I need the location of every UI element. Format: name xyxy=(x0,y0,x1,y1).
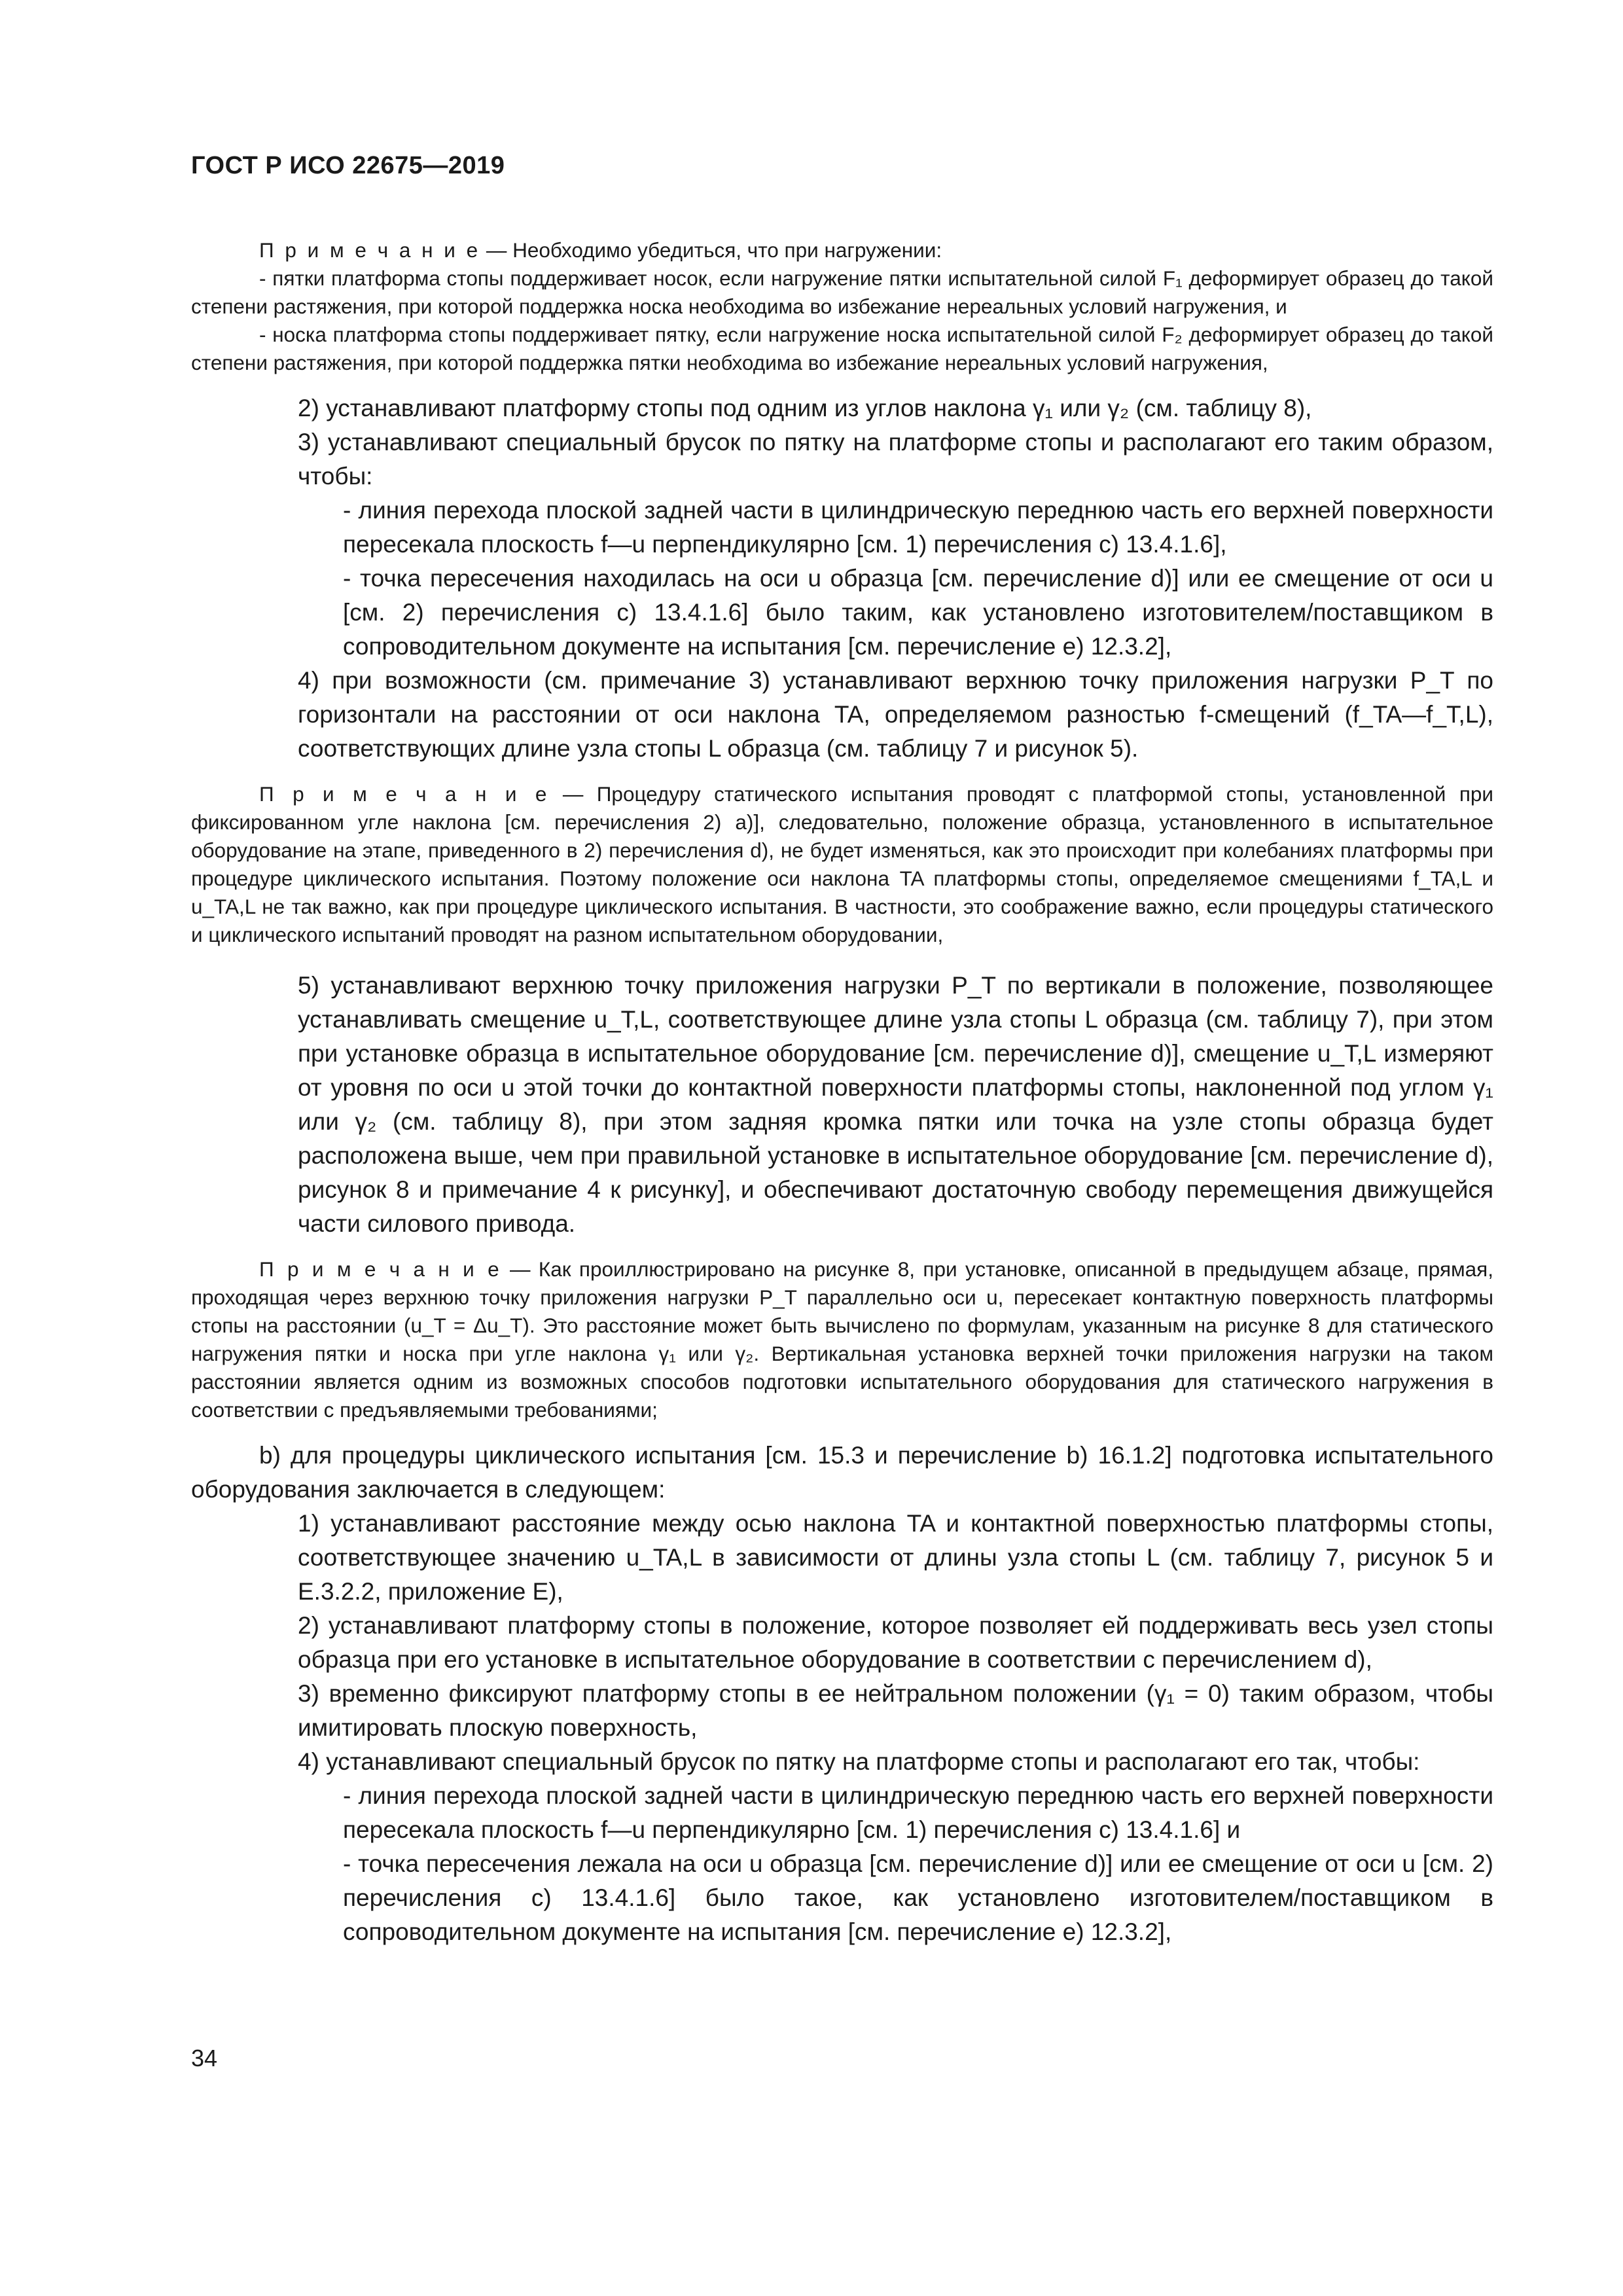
step-a4: 4) при возможности (см. примечание 3) устанавливают верхнюю точку приложения нагрузки P_T по горизонтали на расстоянии от оси наклона TA, определяемом разностью f-смещений (f_TA—f_T,L), соответствующих длине узла стопы L образца (см. таблицу 7 и рисунок 5). xyxy=(298,667,1493,762)
step-a5: 5) устанавливают верхнюю точку приложения нагрузки P_T по вертикали в положение, позволяющее устанавливать смещение u_T,L, соответствующее длине узла стопы L образца (см. таблицу 7), при этом при установке образца в испытательное оборудование [см. перечисление d)], смещение u_T,L измеряют от уровня по оси u этой точки до контактной поверхности платформы стопы, наклоненной под углом γ₁ или γ₂ (см. таблицу 8), при этом задняя кромка пятки или точка на узле стопы образца будет расположена выше, чем при правильной установке в испытательное оборудование [см. перечисление d), рисунок 8 и примечание 4 к рисунку], и обеспечивают достаточную свободу перемещения движущейся части силового привода. xyxy=(298,972,1493,1237)
step-b4: 4) устанавливают специальный брусок по пятку на платформе стопы и располагают его так, чтобы: xyxy=(298,1748,1420,1775)
step-a3-item-2: - точка пересечения находилась на оси u образца [см. перечисление d)] или ее смещение от оси u [см. 2) перечисления с) 13.4.1.6] было таким, как установлено изготовителем/поставщиком в сопроводительном документе на испытания [см. перечисление е) 12.3.2], xyxy=(343,565,1493,660)
note-3-text: — Как проиллюстрировано на рисунке 8, при установке, описанной в предыдущем абзаце, прямая, проходящая через верхнюю точку приложения нагрузки P_T параллельно оси u, пересекает контактную поверхность платформы стопы на расстоянии (u_T = Δu_T). Это расстояние может быть вычислено по формулам, указанным на рисунке 8 для статического нагружения пятки и носка при угле наклона γ₁ или γ₂. Вертикальная установка верхней точки приложения нагрузки на таком расстоянии является одним из возможных способов подготовки испытательного оборудования для статического нагружения в соответствии с предъявляемыми требованиями; xyxy=(191,1257,1493,1422)
document-page xyxy=(191,152,1493,1949)
section-b-intro: b) для процедуры циклического испытания [см. 15.3 и перечисление b) 16.1.2] подготовка испытательного оборудования заключается в следующем: xyxy=(191,1442,1493,1503)
step-a2: 2) устанавливают платформу стопы под одним из углов наклона γ₁ или γ₂ (см. таблицу 8), xyxy=(298,395,1312,422)
note-2 xyxy=(191,780,1493,949)
note-1-line-1: - пятки платформа стопы поддерживает носок, если нагружение пятки испытательной силой F₁ деформирует образец до такой степени растяжения, при которой поддержка носка необходима во избежание нереальных условий нагружения, и xyxy=(191,266,1493,318)
step-5-block xyxy=(191,969,1493,1241)
step-b3: 3) временно фиксируют платформу стопы в ее нейтральном положении (γ₁ = 0) таким образом, чтобы имитировать плоскую поверхность, xyxy=(298,1680,1493,1741)
note-2-text: — Процедуру статического испытания проводят с платформой стопы, установленной при фиксированном угле наклона [см. перечисления 2) а)], следовательно, положение образца, установленного в испытательное оборудование на этапе, приведенного в 2) перечисления d), не будет изменяться, как это происходит при колебаниях платформы при процедуре циклического испытания. Поэтому положение оси наклона TA платформы стопы, определяемое смещениями f_TA,L и u_TA,L не так важно, как при процедуре циклического испытания. В частности, это соображение важно, если процедуры статического и циклического испытаний проводят на разном испытательном оборудовании, xyxy=(191,782,1493,946)
step-a3-item-1: - линия перехода плоской задней части в цилиндрическую переднюю часть его верхней поверхности пересекала плоскость f—u перпендикулярно [см. 1) перечисления с) 13.4.1.6], xyxy=(343,497,1493,558)
steps-static xyxy=(191,391,1493,766)
step-b1: 1) устанавливают расстояние между осью наклона TA и контактной поверхностью платформы стопы, соответствующее значению u_TA,L в зависимости от длины узла стопы L (см. таблицу 7, рисунок 5 и Е.3.2.2, приложение Е), xyxy=(298,1510,1493,1605)
step-b4-item-2: - точка пересечения лежала на оси u образца [см. перечисление d)] или ее смещение от оси u [см. 2) перечисления с) 13.4.1.6] было такое, как установлено изготовителем/поставщиком в сопроводительном документе на испытания [см. перечисление е) 12.3.2], xyxy=(343,1850,1493,1945)
step-b2: 2) устанавливают платформу стопы в положение, которое позволяет ей поддерживать весь узел стопы образца при его установке в испытательное оборудование в соответствии с перечислением d), xyxy=(298,1612,1493,1673)
document-header: ГОСТ Р ИСО 22675—2019 xyxy=(191,152,505,179)
note-label: П р и м е ч а н и е xyxy=(259,238,481,262)
note-1-intro: П р и м е ч а н и е — Необходимо убедиться, что при нагружении: xyxy=(259,238,942,262)
note-label: П р и м е ч а н и е xyxy=(259,782,550,806)
step-a3: 3) устанавливают специальный брусок по пятку на платформе стопы и располагают его таким образом, чтобы: xyxy=(298,429,1493,490)
section-b xyxy=(191,1439,1493,1949)
note-label: П р и м е ч а н и е xyxy=(259,1257,502,1281)
note-3 xyxy=(191,1255,1493,1424)
note-1-line-2: - носка платформа стопы поддерживает пятку, если нагружение носка испытательной силой F₂ деформирует образец до такой степени растяжения, при которой поддержка пятки необходима во избежание нереальных условий нагружения, xyxy=(191,323,1493,374)
step-b4-item-1: - линия перехода плоской задней части в цилиндрическую переднюю часть его верхней поверхности пересекала плоскость f—u перпендикулярно [см. 1) перечисления с) 13.4.1.6] и xyxy=(343,1782,1493,1843)
page-number: 34 xyxy=(191,2045,218,2072)
note-1 xyxy=(191,236,1493,377)
